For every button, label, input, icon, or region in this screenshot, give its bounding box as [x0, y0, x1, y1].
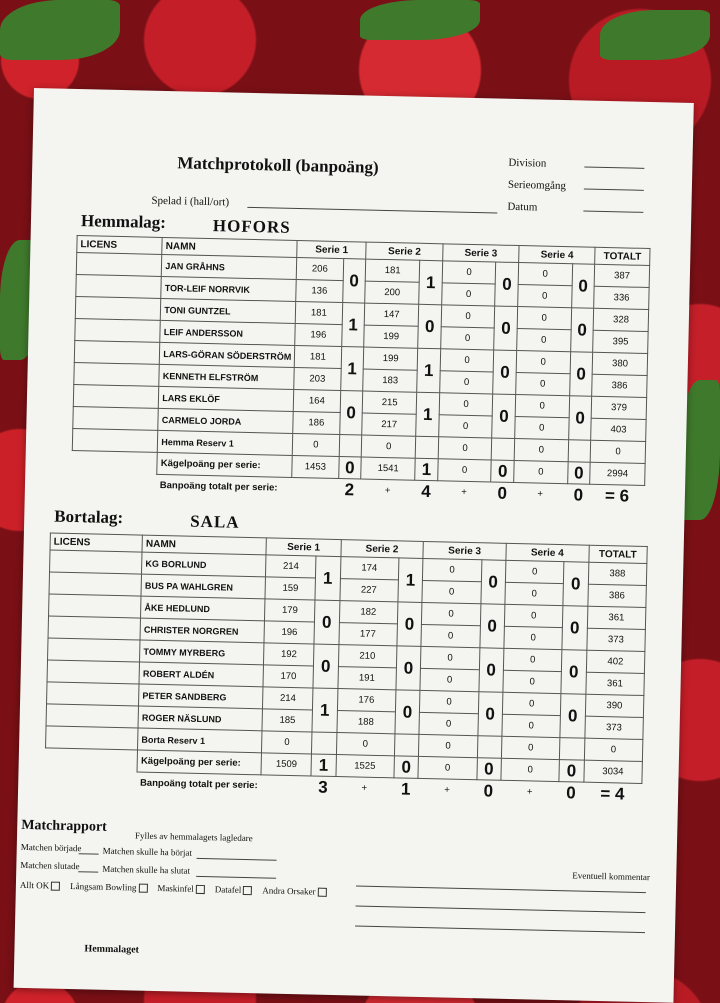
table-cell — [71, 472, 157, 495]
player-name: BUS PA WAHLGREN — [141, 574, 266, 599]
player-name: LARS-GÖRAN SÖDERSTRÖM — [160, 342, 295, 367]
kagel-serie4: 0 — [501, 758, 560, 781]
player-total: 386 — [592, 374, 647, 397]
player-total: 336 — [594, 286, 649, 309]
ban-serie3: 0 — [483, 780, 494, 801]
ban-label: Banpoäng totalt per serie: — [139, 777, 258, 792]
serie3-score: 0 — [442, 283, 496, 306]
serie1-score: 170 — [263, 665, 313, 688]
serie1-score: 206 — [297, 258, 344, 281]
serie1-pair-point: 0 — [314, 600, 339, 645]
serie1-score: 179 — [265, 599, 315, 622]
home-score-table — [71, 235, 651, 507]
kagel-serie3: 0 — [418, 756, 477, 779]
serie2-header: Serie 2 — [366, 242, 443, 261]
serie3-score: 0 — [439, 393, 493, 416]
report-title: Matchrapport — [21, 817, 107, 835]
checkbox-icon[interactable] — [317, 888, 326, 897]
table-cell — [45, 748, 138, 772]
serie3-header: Serie 3 — [443, 244, 520, 263]
report-check-label: Datafel — [214, 884, 242, 895]
serieomgang-label: Serieomgång — [507, 178, 567, 193]
serie1-pair-point: 1 — [315, 556, 340, 601]
serie4-score: 0 — [518, 263, 572, 286]
match-ended-label: Matchen slutade — [20, 859, 80, 872]
serie2-pair-point: 0 — [395, 690, 420, 735]
match-started-label: Matchen började — [20, 841, 82, 854]
totalt-header: TOTALT — [595, 247, 650, 265]
kagel-point3: 0 — [491, 460, 514, 483]
licens-header: LICENS — [50, 533, 143, 552]
comment-label: Eventuell kommentar — [572, 870, 651, 883]
serie2-pair-point: 0 — [397, 602, 422, 647]
serie1-score: 164 — [294, 389, 341, 412]
serie4-score: 0 — [514, 438, 568, 461]
serie3-score: 0 — [440, 349, 494, 372]
licens-cell[interactable] — [75, 318, 161, 342]
comment-line[interactable] — [355, 926, 645, 934]
serie2-pair-point: 0 — [396, 646, 421, 691]
empty-cell — [394, 734, 419, 757]
serie1-score: 185 — [262, 709, 312, 732]
report-check-option[interactable] — [157, 883, 205, 894]
match-should-start-line[interactable] — [197, 858, 277, 861]
report-check-label: Maskinfel — [157, 883, 194, 894]
player-name: CARMELO JORDA — [158, 408, 293, 433]
licens-cell[interactable] — [73, 384, 159, 408]
away-team-name: SALA — [189, 511, 240, 532]
kagel-point1: 0 — [338, 457, 361, 480]
division-line[interactable] — [584, 167, 644, 169]
kagel-serie1: 1453 — [292, 455, 339, 478]
serie4-score: 0 — [517, 329, 571, 352]
serie3-score: 0 — [423, 558, 482, 581]
licens-cell[interactable] — [50, 550, 143, 574]
player-name: LEIF ANDERSSON — [160, 320, 295, 345]
serie4-score: 0 — [502, 714, 561, 737]
serie3-score: 0 — [420, 668, 479, 691]
serie1-pair-point: 1 — [340, 347, 364, 392]
kagel-serie4: 0 — [514, 460, 568, 483]
serie4-score: 0 — [515, 417, 569, 440]
ban-serie1: 2 — [344, 479, 355, 499]
serie4-pair-point: 0 — [569, 352, 593, 397]
serie4-score: 0 — [504, 626, 563, 649]
player-total: 361 — [585, 672, 644, 695]
report-checkboxes — [20, 880, 337, 898]
plus-sign: + — [526, 786, 533, 798]
serie3-pair-point: 0 — [493, 350, 517, 395]
serie3-score: 0 — [442, 261, 496, 284]
serie3-score: 0 — [421, 624, 480, 647]
licens-cell[interactable] — [46, 704, 139, 728]
licens-cell[interactable] — [47, 660, 140, 684]
namn-header: NAMN — [142, 535, 266, 555]
serie1-score: 136 — [296, 280, 343, 303]
serie4-score: 0 — [517, 307, 571, 330]
serie4-pair-point: 0 — [570, 308, 594, 353]
kagel-label: Kägelpoäng per serie: — [137, 750, 262, 775]
serie4-pair-point: 0 — [560, 694, 585, 739]
datum-label: Datum — [507, 200, 538, 214]
player-name: ROGER NÄSLUND — [138, 706, 263, 731]
plus-sign: + — [361, 782, 368, 794]
checkbox-icon[interactable] — [51, 882, 60, 891]
kagel-point2: 0 — [394, 756, 419, 779]
player-total: 403 — [591, 418, 646, 441]
serie3-pair-point: 0 — [495, 262, 519, 307]
table-cell — [45, 770, 138, 794]
player-total: 0 — [584, 738, 643, 761]
serie1-score: 196 — [295, 323, 342, 346]
kagel-serie3: 0 — [438, 459, 492, 482]
empty-cell — [312, 732, 337, 755]
kagel-total: 2994 — [590, 462, 645, 485]
serie2-score: 0 — [336, 733, 395, 756]
serie1-pair-point: 0 — [339, 391, 363, 436]
serie4-score: 0 — [516, 373, 570, 396]
division-label: Division — [508, 156, 547, 170]
serie2-pair-point: 1 — [419, 260, 443, 305]
serie3-score: 0 — [438, 437, 492, 460]
home-team-name: HOFORS — [212, 216, 291, 237]
home-team-label: Hemmalag: — [80, 211, 167, 233]
serie2-score: 181 — [365, 259, 419, 282]
report-check-option[interactable] — [215, 884, 253, 895]
serie3-score: 0 — [439, 415, 493, 438]
kagel-serie2: 1541 — [361, 457, 415, 480]
report-check-option[interactable] — [20, 880, 60, 891]
report-check-label: Andra Orsaker — [262, 885, 316, 897]
serie1-score: 159 — [265, 577, 315, 600]
player-total: 388 — [588, 562, 647, 585]
kagel-point4: 0 — [559, 760, 584, 783]
licens-cell[interactable] — [76, 275, 162, 299]
serie3-score: 0 — [441, 327, 495, 350]
licens-cell[interactable] — [46, 726, 139, 750]
plus-sign: + — [444, 784, 450, 796]
licens-cell[interactable] — [49, 572, 142, 596]
licens-header: LICENS — [77, 236, 163, 255]
player-name: KG BORLUND — [142, 552, 267, 577]
player-total: 373 — [586, 628, 645, 651]
kagel-serie2: 1525 — [335, 755, 394, 778]
serie1-pair-point: 0 — [342, 259, 366, 304]
ban-serie3: 0 — [497, 483, 508, 503]
serie4-score: 0 — [516, 351, 570, 374]
checkbox-icon[interactable] — [243, 886, 252, 895]
serie1-pair-point: 0 — [313, 644, 338, 689]
datum-line[interactable] — [583, 210, 643, 212]
report-check-option[interactable] — [262, 885, 326, 896]
player-total: 386 — [587, 584, 646, 607]
serie4-score: 0 — [503, 670, 562, 693]
empty-cell — [477, 736, 502, 759]
match-started-line[interactable] — [79, 853, 99, 854]
serie1-pair-point: 1 — [341, 303, 365, 348]
serie3-score: 0 — [421, 646, 480, 669]
serie2-score: 191 — [337, 667, 396, 690]
serie2-score: 199 — [363, 347, 417, 370]
serie2-score: 227 — [339, 579, 398, 602]
serie1-score: 0 — [293, 433, 340, 456]
player-total: 380 — [592, 352, 647, 375]
away-team-label: Bortalag: — [54, 506, 124, 528]
serie4-pair-point: 0 — [562, 606, 587, 651]
empty-cell — [492, 438, 515, 461]
report-check-label: Allt OK — [19, 879, 50, 891]
serie3-score: 0 — [422, 580, 481, 603]
player-name: Borta Reserv 1 — [138, 728, 263, 753]
player-name: ROBERT ALDÉN — [139, 662, 264, 687]
serie2-pair-point: 1 — [417, 348, 441, 393]
empty-cell — [339, 435, 362, 458]
licens-cell[interactable] — [47, 682, 140, 706]
page-title: Matchprotokoll (banpoäng) — [177, 153, 379, 177]
empty-cell — [568, 440, 591, 463]
serie2-score: 182 — [339, 601, 398, 624]
serieomgang-line[interactable] — [584, 189, 644, 191]
player-name: KENNETH ELFSTRÖM — [159, 364, 294, 389]
serie3-pair-point: 0 — [478, 648, 503, 693]
player-name: TOMMY MYRBERG — [140, 640, 265, 665]
kagel-point4: 0 — [567, 462, 590, 485]
player-name: TOR-LEIF NORRVIK — [161, 276, 296, 301]
ban-serie4: 0 — [573, 484, 584, 505]
player-total: 0 — [590, 440, 645, 463]
serie2-score: 183 — [363, 369, 417, 392]
player-name: PETER SANDBERG — [139, 684, 264, 709]
table-cell — [72, 450, 158, 474]
checkbox-icon[interactable] — [196, 885, 205, 894]
serie2-score: 217 — [362, 413, 416, 436]
serie3-score: 0 — [420, 690, 479, 713]
serie1-pair-point: 1 — [312, 688, 337, 733]
serie2-score: 0 — [361, 435, 415, 458]
licens-cell[interactable] — [73, 406, 159, 430]
player-name: TONI GUNTZEL — [161, 298, 296, 323]
ban-serie4: 0 — [566, 782, 576, 802]
player-total: 402 — [586, 650, 645, 673]
serie3-score: 0 — [440, 371, 494, 394]
serie2-score: 174 — [340, 557, 399, 580]
serie1-score: 214 — [266, 555, 316, 578]
strawberry-leaf — [0, 0, 120, 60]
player-total: 361 — [587, 606, 646, 629]
player-name: ÅKE HEDLUND — [141, 596, 266, 621]
serie3-score: 0 — [422, 602, 481, 625]
player-name: JAN GRÅHNS — [162, 254, 297, 279]
player-total: 328 — [593, 308, 648, 331]
player-total: 387 — [594, 264, 649, 287]
serie2-score: 199 — [364, 325, 418, 348]
licens-cell[interactable] — [75, 297, 161, 321]
comment-line[interactable] — [356, 886, 646, 894]
table-cell — [292, 477, 339, 500]
empty-cell — [415, 436, 438, 459]
namn-header: NAMN — [162, 237, 297, 257]
bottom-label: Hemmalaget — [84, 943, 140, 956]
serie4-header: Serie 4 — [519, 246, 596, 265]
player-total: 390 — [585, 694, 644, 717]
serie4-score: 0 — [505, 560, 564, 583]
serie4-header: Serie 4 — [506, 543, 589, 562]
checkbox-icon[interactable] — [138, 884, 147, 893]
player-name: LARS EKLÖF — [159, 386, 294, 411]
licens-cell[interactable] — [49, 594, 142, 618]
match-should-start-label: Matchen skulle ha börjat — [102, 845, 193, 858]
kagel-label: Kägelpoäng per serie: — [157, 452, 292, 477]
kagel-point2: 1 — [415, 458, 438, 481]
serie2-header: Serie 2 — [340, 540, 423, 559]
serie1-score: 181 — [296, 301, 343, 324]
player-total: 373 — [584, 716, 643, 739]
ban-total: = 6 — [604, 485, 630, 506]
licens-cell[interactable] — [48, 616, 141, 640]
comment-line[interactable] — [356, 906, 646, 914]
away-score-table — [44, 532, 648, 805]
serie2-pair-point: 1 — [398, 558, 423, 603]
serie1-score: 186 — [293, 411, 340, 434]
serie4-pair-point: 0 — [563, 562, 588, 607]
serie2-pair-point: 0 — [418, 304, 442, 349]
serie2-pair-point: 1 — [416, 392, 440, 437]
serie4-score: 0 — [502, 692, 561, 715]
serie1-header: Serie 1 — [297, 241, 366, 260]
licens-cell[interactable] — [48, 638, 141, 662]
serie4-pair-point: 0 — [568, 396, 592, 441]
player-total: 395 — [593, 330, 648, 353]
kagel-point3: 0 — [476, 758, 501, 781]
ban-serie2: 1 — [400, 779, 411, 799]
serie1-score: 0 — [262, 731, 312, 754]
serie3-score: 0 — [419, 712, 478, 735]
licens-cell[interactable] — [72, 428, 158, 452]
plus-sign: + — [537, 488, 544, 500]
serie1-score: 196 — [264, 621, 314, 644]
ban-serie1: 3 — [318, 777, 328, 797]
match-should-end-label: Matchen skulle ha slutat — [102, 863, 191, 876]
serie4-score: 0 — [505, 582, 564, 605]
kagel-serie1: 1509 — [261, 753, 311, 776]
licens-cell[interactable] — [74, 340, 160, 364]
serie1-score: 214 — [263, 687, 313, 710]
licens-cell[interactable] — [76, 253, 162, 277]
serie3-pair-point: 0 — [479, 604, 504, 649]
serie1-score: 181 — [295, 345, 342, 368]
player-name: CHRISTER NORGREN — [140, 618, 265, 643]
totalt-header: TOTALT — [588, 545, 647, 563]
serie3-score: 0 — [441, 305, 495, 328]
player-total: 379 — [591, 396, 646, 419]
match-ended-line[interactable] — [78, 871, 98, 872]
serie3-pair-point: 0 — [494, 306, 518, 351]
report-check-label: Långsam Bowling — [70, 881, 137, 893]
serie4-score: 0 — [504, 604, 563, 627]
serie4-pair-point: 0 — [561, 650, 586, 695]
match-protocol-sheet — [14, 88, 694, 1003]
serie3-score: 0 — [419, 734, 478, 757]
serie2-score: 188 — [336, 711, 395, 734]
licens-cell[interactable] — [74, 362, 160, 386]
serie2-score: 200 — [365, 281, 419, 304]
serie4-score: 0 — [503, 648, 562, 671]
ban-serie2: 4 — [421, 481, 432, 501]
serie3-pair-point: 0 — [480, 560, 505, 605]
serie3-pair-point: 0 — [492, 394, 516, 439]
serie2-score: 215 — [362, 391, 416, 414]
empty-cell — [560, 738, 585, 761]
match-should-end-line[interactable] — [196, 876, 276, 879]
ban-label: Banpoäng totalt per serie: — [159, 479, 278, 494]
serie4-score: 0 — [515, 395, 569, 418]
kagel-total: 3034 — [583, 760, 642, 783]
spelad-line[interactable] — [247, 207, 497, 214]
spelad-label: Spelad i (hall/ort) — [151, 194, 230, 209]
serie1-score: 203 — [294, 367, 341, 390]
ban-total: = 4 — [600, 783, 625, 804]
serie2-score: 177 — [338, 623, 397, 646]
kagel-point1: 1 — [311, 754, 336, 777]
player-name: Hemma Reserv 1 — [158, 430, 293, 455]
serie1-score: 192 — [264, 643, 314, 666]
strawberry-leaf — [360, 0, 480, 40]
plus-sign: + — [384, 485, 391, 497]
serie3-header: Serie 3 — [423, 541, 506, 560]
strawberry-leaf — [600, 10, 710, 60]
serie2-score: 210 — [338, 645, 397, 668]
serie2-score: 176 — [337, 689, 396, 712]
serie4-pair-point: 0 — [571, 264, 595, 309]
plus-sign: + — [461, 486, 468, 498]
serie4-score: 0 — [518, 285, 572, 308]
table-cell — [261, 775, 311, 798]
report-check-option[interactable] — [70, 881, 147, 893]
serie2-score: 147 — [364, 303, 418, 326]
serie3-pair-point: 0 — [477, 692, 502, 737]
filled-by-note: Fylles av hemmalagets lagledare — [134, 830, 253, 844]
serie1-header: Serie 1 — [266, 538, 341, 557]
serie4-score: 0 — [501, 736, 560, 759]
